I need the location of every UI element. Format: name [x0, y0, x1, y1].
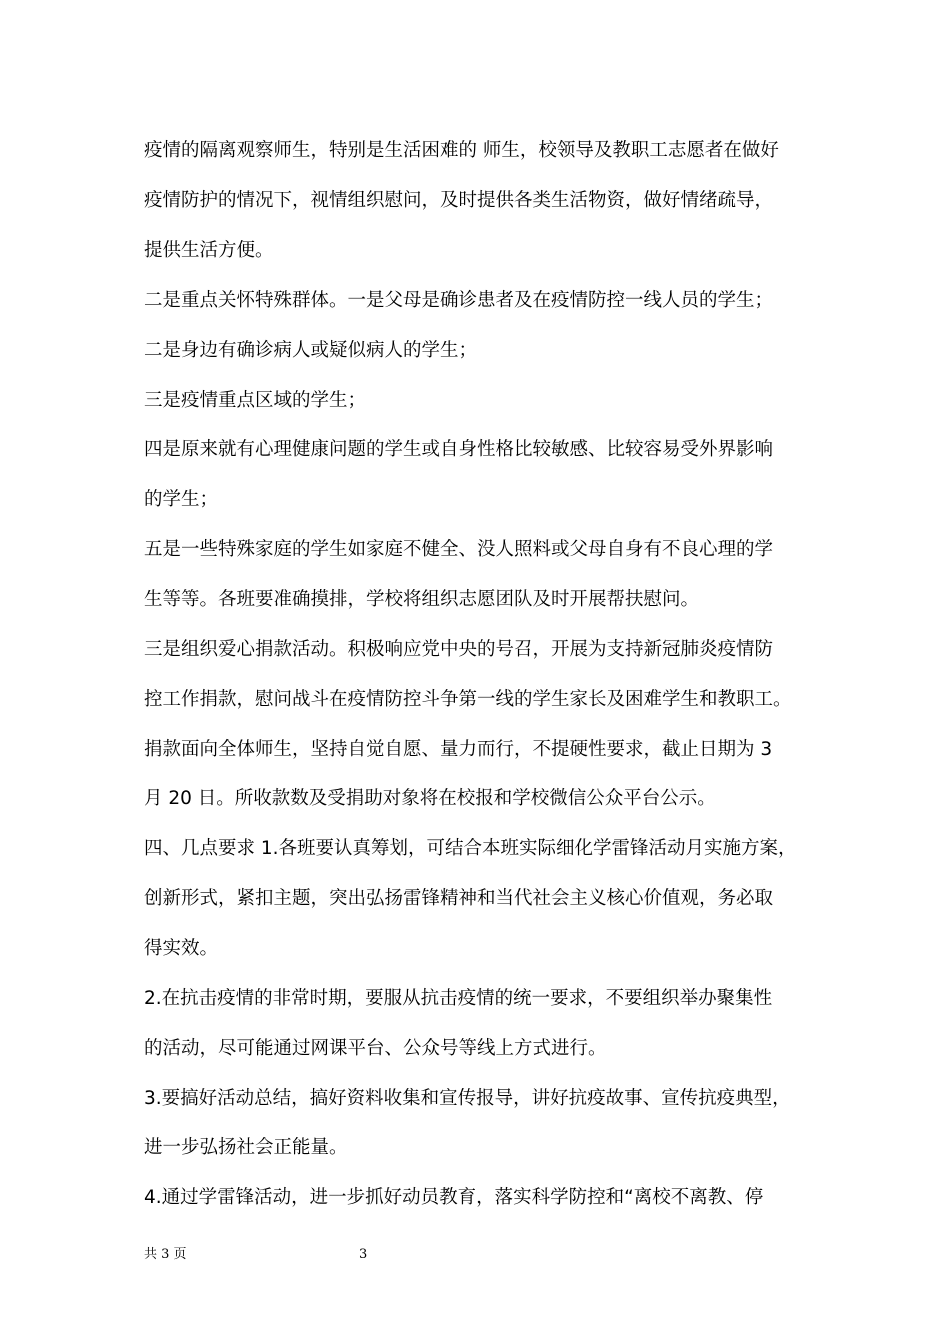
text-line: 二是重点关怀特殊群体。一是父母是确诊患者及在疫情防控一线人员的学生；	[144, 290, 774, 311]
text-line: 二是身边有确诊病人或疑似病人的学生；	[144, 340, 478, 361]
text-line: 创新形式，紧扣主题，突出弘扬雷锋精神和当代社会主义核心价值观，务必取	[144, 888, 774, 909]
text-line: 2.在抗击疫情的非常时期，要服从抗击疫情的统一要求，不要组织举办聚集性	[144, 988, 773, 1009]
text-line: 提供生活方便。	[144, 240, 274, 261]
text-line: 月 20 日。所收款数及受捐助对象将在校报和学校微信公众平台公示。	[144, 788, 716, 809]
text-line: 捐款面向全体师生，坚持自觉自愿、量力而行，不提硬性要求，截止日期为 3	[144, 739, 773, 760]
text-line: 3.要搞好活动总结，搞好资料收集和宣传报导，讲好抗疫故事、宣传抗疫典型，	[144, 1088, 791, 1109]
text-line: 进一步弘扬社会正能量。	[144, 1137, 348, 1158]
text-line: 疫情防护的情况下，视情组织慰问，及时提供各类生活物资，做好情绪疏导，	[144, 190, 774, 211]
text-line: 疫情的隔离观察师生，特别是生活困难的 师生，校领导及教职工志愿者在做好	[144, 140, 779, 161]
text-line: 三是疫情重点区域的学生；	[144, 390, 367, 411]
text-line: 四是原来就有心理健康问题的学生或自身性格比较敏感、比较容易受外界影响	[144, 439, 774, 460]
footer-total-pages: 共 3 页	[144, 1247, 187, 1262]
text-line: 得实效。	[144, 938, 219, 959]
text-line: 的活动，尽可能通过网课平台、公众号等线上方式进行。	[144, 1038, 607, 1059]
text-line: 的学生；	[144, 489, 219, 510]
text-line: 4.通过学雷锋活动，进一步抓好动员教育，落实科学防控和“离校不离教、停	[144, 1187, 764, 1208]
text-line: 控工作捐款，慰问战斗在疫情防控斗争第一线的学生家长及困难学生和教职工。	[144, 689, 792, 710]
footer-page-number: 3	[359, 1247, 368, 1262]
text-line: 四、几点要求 1.各班要认真筹划，可结合本班实际细化学雷锋活动月实施方案，	[144, 838, 797, 859]
text-line: 生等等。各班要准确摸排，学校将组织志愿团队及时开展帮扶慰问。	[144, 589, 700, 610]
text-line: 五是一些特殊家庭的学生如家庭不健全、没人照料或父母自身有不良心理的学	[144, 539, 774, 560]
text-line: 三是组织爱心捐款活动。积极响应党中央的号召，开展为支持新冠肺炎疫情防	[144, 639, 774, 660]
